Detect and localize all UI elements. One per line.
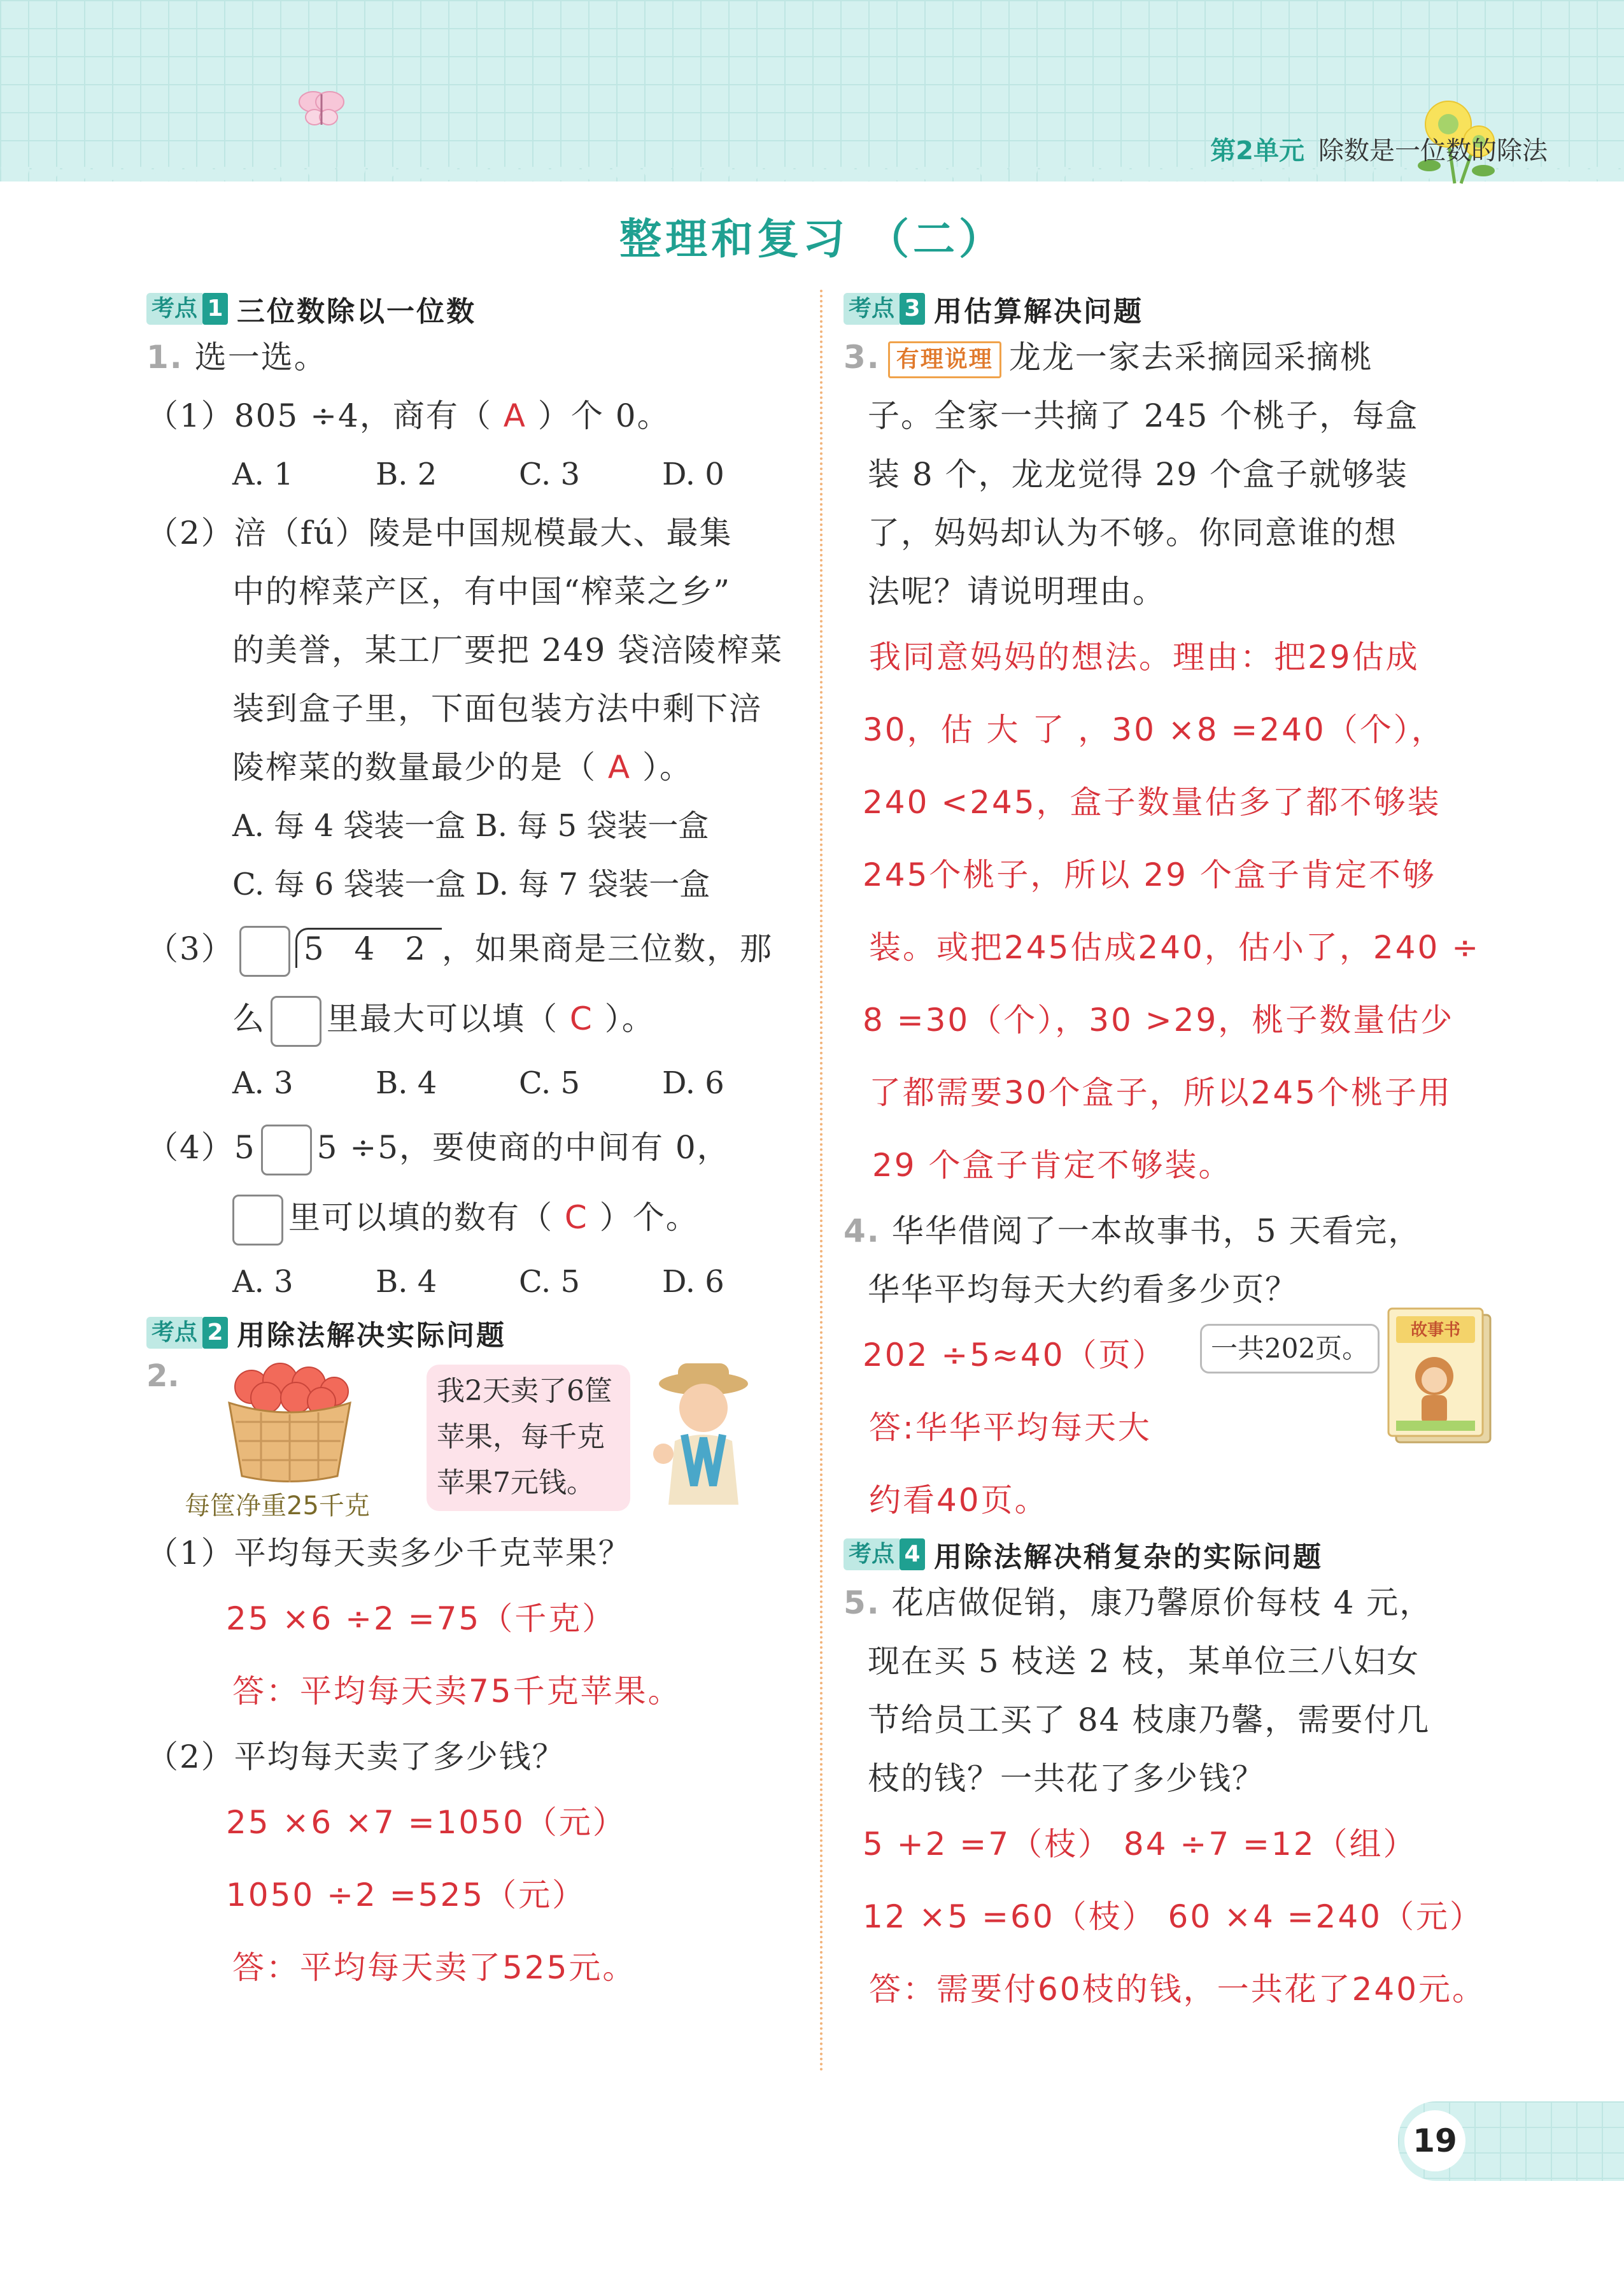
kaodian-4-heading bbox=[844, 1535, 1502, 1573]
q1-2-options-row-2: C. 每 6 袋装一盒 D. 每 7 袋装一盒 bbox=[232, 867, 710, 902]
apple-basket-icon bbox=[216, 1352, 363, 1486]
apple-seller-icon bbox=[649, 1358, 758, 1505]
answer-box bbox=[239, 926, 290, 977]
kaodian-title: 用除法解决实际问题 bbox=[237, 1319, 507, 1352]
q1-3-text: 么 bbox=[232, 1000, 265, 1037]
q1-3-text: ，如果商是三位数，那 bbox=[442, 930, 773, 967]
q1-part-1 bbox=[146, 387, 805, 445]
page-title: 整理和复习 （二） bbox=[619, 215, 1005, 264]
kaodian-title: 用估算解决问题 bbox=[934, 295, 1144, 328]
q4-answer-sentence: 答:华华平均每天大 bbox=[869, 1409, 1152, 1446]
unit-header bbox=[1210, 131, 1548, 167]
q3-answer-line: 245个桃子，所以 29 个盒子肯定不够 bbox=[863, 856, 1436, 893]
q5-line: 枝的钱？一共花了多少钱？ bbox=[868, 1760, 1265, 1797]
q1-1-options bbox=[146, 445, 805, 504]
option: C. 5 bbox=[519, 1264, 581, 1300]
q1-1-answer: A bbox=[503, 397, 526, 434]
q1-3-text: 里最大可以填（ bbox=[327, 1000, 570, 1037]
q3-answer bbox=[844, 621, 1502, 1202]
book-page-callout: 一共202页。 bbox=[1200, 1324, 1380, 1374]
reasoning-tag: 有理说理 bbox=[888, 341, 1001, 378]
question-text: 选一选。 bbox=[194, 339, 327, 376]
q1-2-text-end: ）。 bbox=[631, 749, 693, 786]
question-number: 4. bbox=[844, 1212, 880, 1249]
q1-3-text-end: ）。 bbox=[593, 1000, 655, 1037]
q3-answer-line: 29 个盒子肯定不够装。 bbox=[872, 1147, 1232, 1184]
q1-4-text: 里可以填的数有（ bbox=[288, 1199, 565, 1236]
kaodian-label: 考点 bbox=[844, 293, 900, 325]
unit-label: 第2单元 bbox=[1210, 136, 1304, 166]
question-number: 5. bbox=[844, 1584, 880, 1621]
speech-line: 苹果，每千克 bbox=[437, 1421, 605, 1453]
q2-2-answer-formula: 25 ×6 ×7 =1050（元） bbox=[226, 1804, 626, 1841]
q1-4-line-2 bbox=[146, 1182, 805, 1253]
question-number: 3. bbox=[844, 339, 880, 376]
q1-3-number: （3） bbox=[146, 930, 234, 967]
option: A. 1 bbox=[232, 457, 293, 492]
option: B. 4 bbox=[376, 1264, 437, 1300]
option: D. 6 bbox=[662, 1065, 724, 1101]
q1-4-number: （4） bbox=[146, 1129, 234, 1166]
kaodian-label: 考点 bbox=[146, 293, 202, 325]
q3-line: 了，妈妈却认为不够。你同意谁的想 bbox=[868, 515, 1397, 551]
q1-part-2 bbox=[146, 504, 805, 914]
kaodian-3-heading bbox=[844, 290, 1502, 328]
q3-line: 装 8 个，龙龙觉得 29 个盒子就够装 bbox=[868, 456, 1409, 493]
q1-3-answer: C bbox=[569, 1000, 593, 1037]
q1-2-text: 陵榨菜的数量最少的是（ bbox=[232, 749, 608, 786]
column-divider bbox=[820, 290, 823, 2073]
option: B. 4 bbox=[376, 1065, 437, 1101]
q1-2-line: （2）涪（fú）陵是中国规模最大、最集 bbox=[146, 515, 733, 551]
q4-answer-formula: 202 ÷5≈40（页） bbox=[863, 1337, 1166, 1374]
q2-1-answer-formula: 25 ×6 ÷2 =75（千克） bbox=[226, 1600, 616, 1637]
page-number: 19 bbox=[1404, 2110, 1465, 2171]
header-scallop-edge bbox=[0, 167, 1624, 196]
option: A. 3 bbox=[232, 1065, 293, 1101]
speech-line: 我2天卖了6筐 bbox=[437, 1375, 612, 1407]
option: C. 3 bbox=[519, 457, 581, 492]
q1-2-last-line bbox=[146, 738, 805, 797]
speech-bubble bbox=[427, 1365, 630, 1511]
q1-4-text-end: ）个。 bbox=[588, 1199, 699, 1236]
story-book-icon bbox=[1385, 1306, 1493, 1446]
question-1 bbox=[146, 328, 805, 387]
q1-2-line: 装到盒子里，下面包装方法中剩下涪 bbox=[232, 690, 762, 727]
q2-2-answer-formula: 1050 ÷2 =525（元） bbox=[226, 1877, 586, 1913]
kaodian-title: 用除法解决稍复杂的实际问题 bbox=[934, 1541, 1324, 1573]
kaodian-2-heading bbox=[146, 1314, 805, 1352]
kaodian-label: 考点 bbox=[844, 1538, 900, 1570]
q1-4-options bbox=[146, 1253, 805, 1311]
q1-part-4 bbox=[146, 1112, 805, 1182]
q2-1-answer-sentence: 答：平均每天卖75千克苹果。 bbox=[232, 1673, 682, 1710]
long-division-bracket: 5 4 2 bbox=[295, 928, 442, 968]
kaodian-number: 2 bbox=[202, 1317, 228, 1349]
kaodian-1-heading bbox=[146, 290, 805, 328]
q3-answer-line: 了都需要30个盒子，所以245个桃子用 bbox=[869, 1074, 1453, 1111]
apple-seller-scene bbox=[146, 1352, 805, 1524]
option: D. 6 bbox=[662, 1264, 724, 1300]
q5-line: 现在买 5 枝送 2 枝，某单位三八妇女 bbox=[868, 1643, 1420, 1680]
kaodian-label: 考点 bbox=[146, 1317, 202, 1349]
right-column bbox=[844, 290, 1502, 2026]
kaodian-title: 三位数除以一位数 bbox=[237, 295, 477, 328]
q3-answer-line: 装。或把245估成240，估小了，240 ÷ bbox=[869, 929, 1481, 966]
q2-2-answer-sentence: 答：平均每天卖了525元。 bbox=[232, 1949, 637, 1986]
question-5 bbox=[844, 1573, 1502, 1632]
q1-4-text: 5 bbox=[234, 1129, 256, 1166]
speech-line: 苹果7元钱。 bbox=[437, 1466, 595, 1499]
left-column bbox=[146, 290, 805, 2004]
q1-3-line-2 bbox=[146, 984, 805, 1054]
q1-2-options-row-1: A. 每 4 袋装一盒 B. 每 5 袋装一盒 bbox=[232, 808, 709, 844]
q1-2-answer: A bbox=[607, 749, 632, 786]
question-number: 1. bbox=[146, 339, 183, 376]
question-text: 龙龙一家去采摘园采摘桃 bbox=[1008, 339, 1373, 376]
q5-answer-formula: 12 ×5 =60（枝） 60 ×4 =240（元） bbox=[863, 1898, 1483, 1935]
q5-answer-formula: 5 +2 =7（枝） 84 ÷7 =12（组） bbox=[863, 1826, 1417, 1863]
book-title-text: 故事书 bbox=[1410, 1321, 1461, 1340]
answer-box bbox=[232, 1195, 283, 1246]
q1-1-text: （1）805 ÷4，商有（ bbox=[146, 397, 504, 434]
page-number-tab bbox=[1398, 2101, 1624, 2181]
question-3 bbox=[844, 328, 1502, 387]
q5-line: 节给员工买了 84 枝康乃馨，需要付几 bbox=[868, 1701, 1430, 1738]
basket-caption: 每筐净重25千克 bbox=[185, 1491, 370, 1521]
q2-part-2: （2）平均每天卖了多少钱？ bbox=[146, 1738, 565, 1775]
q2-part-1: （1）平均每天卖多少千克苹果？ bbox=[146, 1535, 632, 1572]
q1-4-text: 5 ÷5，要使商的中间有 0， bbox=[316, 1129, 730, 1166]
question-4 bbox=[844, 1202, 1502, 1260]
question-text: 华华借阅了一本故事书，5 天看完， bbox=[891, 1212, 1422, 1249]
q1-2-line: 的美誉，某工厂要把 249 袋涪陵榨菜 bbox=[232, 632, 784, 669]
option: B. 2 bbox=[376, 457, 437, 492]
kaodian-number: 3 bbox=[900, 293, 925, 325]
q3-answer-line: 30，估 大 了 ，30 ×8 =240（个）， bbox=[863, 711, 1445, 748]
kaodian-number: 4 bbox=[900, 1538, 925, 1570]
answer-box bbox=[261, 1125, 312, 1175]
option: D. 0 bbox=[662, 457, 724, 492]
q4-answer-sentence-end: 约看40页。 bbox=[869, 1482, 1049, 1519]
q1-part-3 bbox=[146, 914, 805, 984]
q1-3-options bbox=[146, 1054, 805, 1112]
butterfly-icon bbox=[293, 83, 350, 134]
q3-answer-line: 我同意妈妈的想法。理由：把29估成 bbox=[869, 639, 1420, 676]
answer-box bbox=[271, 996, 321, 1047]
q3-line: 法呢？请说明理由。 bbox=[868, 573, 1166, 610]
q3-answer-line: 8 =30（个），30 >29，桃子数量估少 bbox=[863, 1002, 1455, 1039]
q3-answer-line: 240 <245，盒子数量估多了都不够装 bbox=[863, 784, 1441, 821]
kaodian-number: 1 bbox=[202, 293, 228, 325]
q4-answer-area bbox=[844, 1319, 1502, 1535]
option: A. 3 bbox=[232, 1264, 293, 1300]
q4-line: 华华平均每天大约看多少页？ bbox=[868, 1271, 1298, 1308]
q3-line: 子。全家一共摘了 245 个桃子，每盒 bbox=[868, 397, 1419, 434]
question-text: 花店做促销，康乃馨原价每枝 4 元， bbox=[891, 1584, 1433, 1621]
q5-answer-sentence: 答：需要付60枝的钱，一共花了240元。 bbox=[869, 1971, 1486, 2008]
q1-4-answer: C bbox=[564, 1199, 588, 1236]
question-number: 2. bbox=[146, 1358, 180, 1394]
q1-2-line: 中的榨菜产区，有中国“榨菜之乡” bbox=[232, 573, 731, 610]
unit-title: 除数是一位数的除法 bbox=[1318, 136, 1548, 166]
option: C. 5 bbox=[519, 1065, 581, 1101]
q1-1-text-end: ）个 0。 bbox=[526, 397, 670, 434]
